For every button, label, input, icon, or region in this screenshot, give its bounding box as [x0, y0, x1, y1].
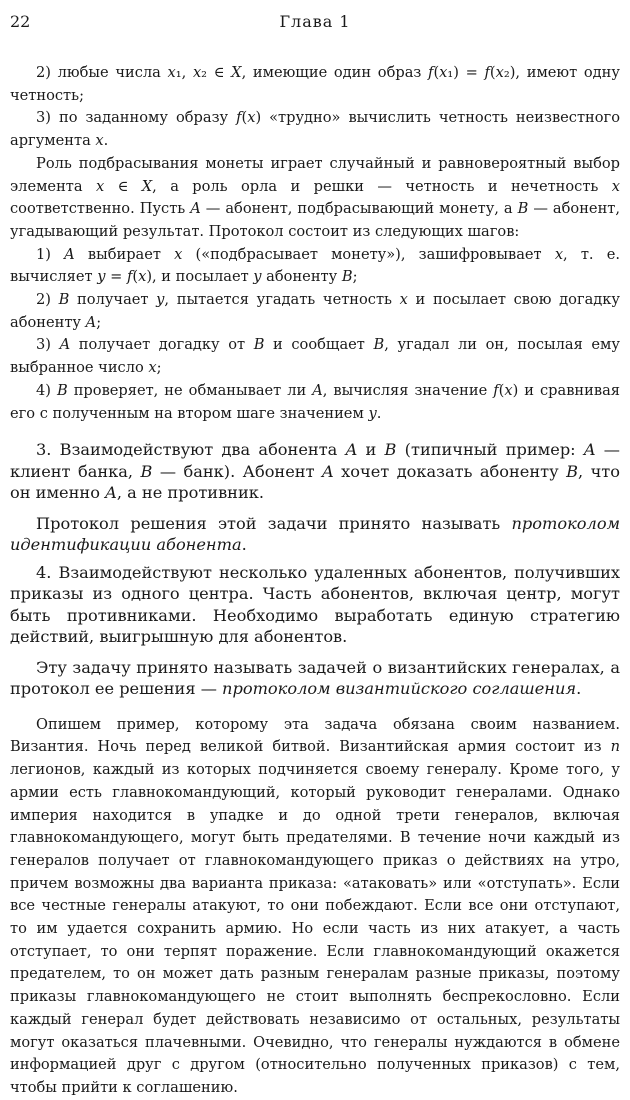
page-number: 22: [10, 12, 31, 31]
paragraph-p10: 4. Взаимодействуют несколько удаленных абонентов, получивших приказы из одного центра. Часть абонентов, включая центр, могут быть противниками. Необходимо выработать единую стратегию действий, выигрышную для абонентов.: [10, 562, 620, 647]
paragraph-p2: 3) по заданному образу f(x) «трудно» вычислить четность неизвестного аргумента x.: [10, 109, 620, 150]
paragraph-p12: Опишем пример, которому эта задача обязана своим названием. Византия. Ночь перед великой битвой. Византийская армия состоит из n легионов, каждый из которых подчиняется своему генералу. Кроме того, у армии есть главнокомандующий, который руководит генералами. Однако империя находится в упадке и до одной трети генералов, включая главнокомандующего, могут быть предателями. В течение ночи каждый из генералов получает от главнокомандующего приказ о действиях на утро, причем возможны два варианта приказа: «атаковать» или «отступать». Если все честные генералы атакуют, то они побеждают. Если все они отступают, то им удается сохранить армию. Но если часть из них атакует, а часть отступает, то они терпят поражение. Если главнокомандующий окажется предателем, то он может дать разным генералам разные приказы, поэтому приказы главнокомандующего не стоит выполнять беспрекословно. Если каждый генерал будет действовать независимо от остальных, результаты могут оказаться плачевными. Очевидно, что генералы нуждаются в обмене информацией друг с другом (относительно полученных приказов) с тем, чтобы прийти к соглашению.: [10, 715, 620, 1096]
paragraph-p1: 2) любые числа x₁, x₂ ∈ X, имеющие один образ f(x₁) = f(x₂), имеют одну четность;: [10, 64, 620, 104]
page-body: [10, 62, 620, 1100]
paragraph-p9: Протокол решения этой задачи принято называть протоколом идентификации абонента.: [10, 513, 620, 555]
paragraph-p7: 4) B проверяет, не обманывает ли A, вычисляя значение f(x) и сравнивая его с полученным на втором шаге значением y.: [10, 381, 620, 422]
paragraph-p4: 1) A выбирает x («подбрасывает монету»), зашифровывает x, т. е. вычисляет y = f(x), и посылает y абоненту B;: [10, 245, 621, 286]
paragraph-p3: Роль подбрасывания монеты играет случайный и равновероятный выбор элемента x ∈ X, а роль орла и решки — четность и нечетность x соответственно. Пусть A — абонент, подбрасывающий монету, а B — абонент, угадывающий результат. Протокол состоит из следующих шагов:: [10, 154, 621, 240]
paragraph-p6: 3) A получает догадку от B и сообщает B, угадал ли он, посылая ему выбранное число x;: [10, 336, 620, 377]
paragraph-p5: 2) B получает y, пытается угадать четность x и посылает свою догадку абоненту A;: [10, 291, 620, 331]
paragraph-p11: Эту задачу принято называть задачей о византийских генералах, а протокол ее решения — протоколом византийского соглашения.: [10, 657, 620, 699]
running-header: [10, 12, 620, 34]
chapter-title: Глава 1: [279, 12, 351, 31]
paragraph-p8: 3. Взаимодействуют два абонента A и B (типичный пример: A — клиент банка, B — банк). Абонент A хочет доказать абоненту B, что он именно A, а не противник.: [10, 440, 620, 503]
